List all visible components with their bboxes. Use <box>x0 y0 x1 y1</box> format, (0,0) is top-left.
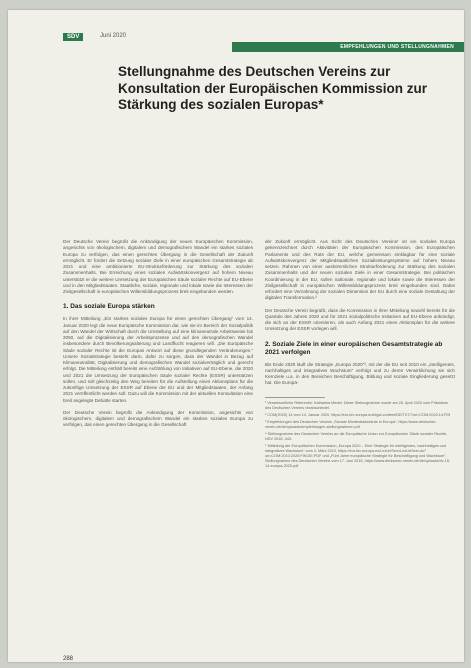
right-paragraph-1: der Zukunft ermöglicht. Aus Sicht des Deutschen Vereins¹ ist ein soziales Europa gekennzeichnet durch Aktivitäten der Europäischen Kommission, des Europäischen Parlaments und des Rats der EU, welche gemeinsam einklagbar für eine soziale Aufwärtskonvergenz der Mitgliedstaatlichen Sozialleistungssysteme auf hohem Niveau setzen. Rahmen von einer auskömmlichen Strukturförderung zur Stärkung des sozialen Zusammenhalts und der neuen sozialen Ziele in einer Gesamtstrategie. Bei politischen Koordinierung in der EU, sollen nationale, regionale und lokale sowie die Interessen der Zivilgesellschaft in europäischen Willensbildungsprozess breit eingebunden sind. Dabei erfordert eine Verzahnung der sozialen Dimension der EU durch eine soziale Gestaltung der digitalen Transformation.² <box>265 239 455 301</box>
footnote: ¹ Verantwortliche Referentin: Katharina Meder. Diese Stellungnahme wurde am 26. April 2020 vom Präsidium des Deutschen Vereins verabschiedet. <box>265 400 449 410</box>
intro-paragraph: Der Deutsche Verein begrüßt die Ankündigung der neuen Europäischen Kommission, angesichts von ökologischem, digitalem und demografischem Wandel ein starkes soziales Europa zu verfolgen, das einen gerechten Übergang in die Gesellschaft der Zukunft ermöglicht. Er fordert die Setzung sozialer Ziele in einer europäischen Gesamtstrategie ab 2021 und eine ambitionierte EU-Strukturförderung zur Stärkung des sozialen Zusammenhalts. Bei Erreichung eines sozialen Aufwärtskonvergenz auf hohem Niveau unterstützt er die weitere Umsetzung der Europäischen Säule sozialer Rechte auf EU-Ebene und in den Mitgliedstaaten. Staatliche, soziale, regionale und lokale sowie die Interessen der Zivilgesellschaft in europäischen Willensbildungsprozess breit eingebunden werden. <box>63 239 253 294</box>
footnote-divider <box>265 397 325 398</box>
section-band: EMPFEHLUNGEN UND STELLUNGNAHMEN <box>232 42 464 52</box>
section-heading-1: 1. Das soziale Europa stärken <box>63 303 155 311</box>
body-columns <box>63 239 455 637</box>
page-title: Stellungnahme des Deutschen Vereins zur Konsultation der Europäischen Kommission zur Stärkung des sozialen Europas* <box>118 64 428 113</box>
section-heading-2: 2. Soziale Ziele in einer europäischen Gesamtstrategie ab 2021 verfolgen <box>265 340 443 356</box>
document-page <box>8 10 464 662</box>
section-1-paragraph: In ihrer Mitteilung „Ein starkes soziales Europa für einen gerechten Übergang“ vom 14. Januar 2020 legt die neue Europäische Kommission dar, wie sie im Bereich der Sozialpolitik auf den Wandel der Wirtschaft durch die Umstellung auf eine klimaneutrale Arbeitsweise bis 2050, auf die Digitalisierung der Arbeitsprozesse und auf den demografischen Wandel insbesondere durch Bevölkerungsalterung und Landflucht reagieren will. „Die Europäische Säule sozialer Rechte ist die Europas Antwort auf diese grundlegenden Veränderungen.“ Unsere Sozialstrategie besteht darin, dafür zu sorgen, dass der Wandel in Bezug auf Klimaneutralität, Digitalisierung und demografischen Wandel sozialverträglich und gerecht erfolgt. Die Mitteilung enthält bereits eine Aufzählung von Initiativen auf EU-Ebene, die 2020 und 2021 die Umsetzung der Europäischen Säule sozialer Rechte (ESSR) unterstützen sollen, und soll gleichzeitig den Weg bereiten für die Aufstellung eines Aktionsplans für die zukünftige Umsetzung der ESSR auf Ebene der EU und der Mitgliedstaaten, der Anfang 2021 veröffentlicht werden soll. Dazu will die Kommission mit der aktuellen Konsultation eine breit angelegte Debatte starten. <box>63 316 253 403</box>
section-2-paragraph: Bis Ende 2020 läuft die Strategie „Europa 2020“³, mit der die EU seit 2010 ein „intelligentes, nachhaltiges und integratives Wachstum“ verfolgt und zu deren Verwirklichung sie sich Kernziele u.a. in den Bereichen Beschäftigung, Bildung und soziale Eingliederung gesetzt hat. Die Europä- <box>265 361 455 386</box>
footnote: ² COM(2020) 14 vom 14. Januar 2020, https://eur-lex.europa.eu/legal-content/DE/TXT/?uri=COM:2020:14:FIN <box>265 412 451 417</box>
footnote: ⁴ Stellungnahme des Deutschen Vereins an die Europäische Union zur Europäischen Säule sozialer Rechte, NDV 2018, 443. <box>265 431 448 441</box>
right-column <box>265 239 455 637</box>
left-column <box>63 239 253 637</box>
section-1-paragraph-2: Der Deutsche Verein begrüßt die Ankündigung der Kommission, angesichts von ökologischem, digitalem und demografischem Wandel ein starkes soziales Europa zu verfolgen, das einen gerechten Übergang in die Gesellschaft <box>63 409 253 428</box>
footnote: ⁵ Mitteilung der Europäischen Kommission „Europa 2020 – Eine Strategie für intelligentes, nachhaltiges und integratives Wachstum“ vom 3. März 2010, https://eur-lex.europa.eu/LexUriServ/LexUriServ.do?uri=COM:2010:2020:FIN:DE:PDF und „Fünf Jahre europäische Strategie für Beschäftigung und Wachstum“, Stellungnahme des Deutschen Vereins vom 17. Juni 2015, https://www.deutscher-verein.de/de/uploads/dv-15-14-europa-2020.pdf <box>265 443 451 468</box>
journal-tag: SDV <box>63 33 83 41</box>
footnote: ³ Empfehlungen des Deutschen Vereins „Soziale Mindeststandards in Europa“, https://www.deutscher-verein.de/de/uploads/empfehlungen-stellungnahmen.pdf <box>265 419 437 429</box>
issue-date: Juni 2020 <box>100 33 127 39</box>
page-number: 288 <box>63 656 74 662</box>
right-paragraph-2: Der Deutsche Verein begrüßt, dass die Kommission in ihrer Mitteilung sowohl bereits für die Quartale des Jahres 2020 und für 2021 sozialpolitische Initiativen auf EU-Ebene ankündigt, die sich an der ESSR orientieren, als auch Anfang 2021 einen Aktionsplan für die weitere Umsetzung der ESSR vorlegen will. <box>265 307 455 332</box>
